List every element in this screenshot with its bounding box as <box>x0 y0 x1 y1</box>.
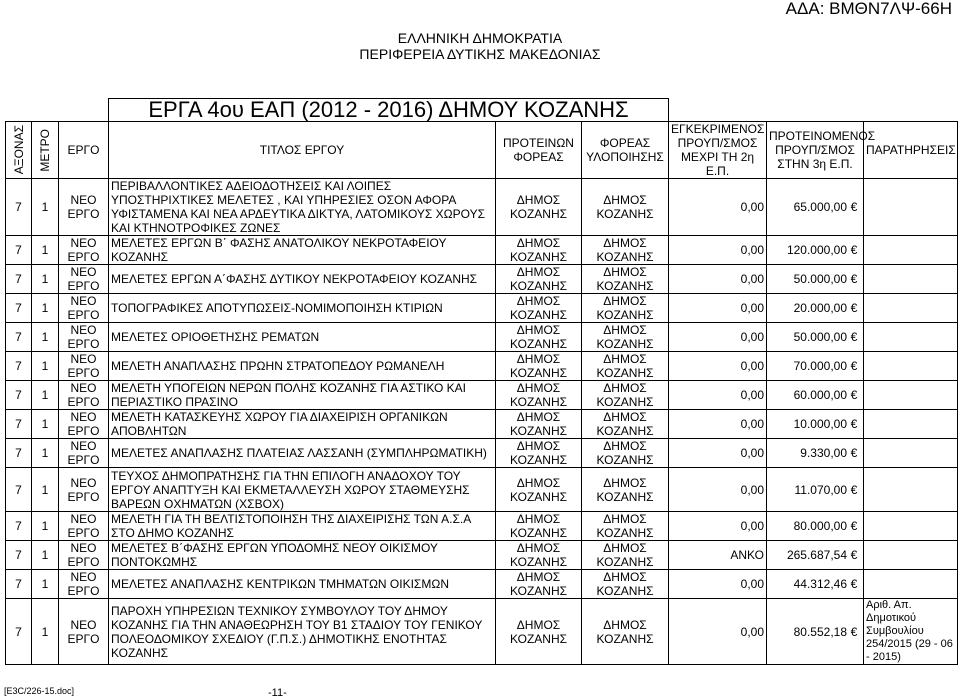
cell-ergo: ΝΕΟ ΕΡΓΟ <box>59 570 109 599</box>
euro-symbol: € <box>850 388 858 402</box>
euro-symbol: € <box>850 417 858 431</box>
col-header-ylopoiisis: ΦΟΡΕΑΣ ΥΛΟΠΟΙΗΣΗΣ <box>582 122 669 179</box>
cell-title: ΜΕΛΕΤΗ ΑΝΑΠΛΑΣΗΣ ΠΡΩΗΝ ΣΤΡΑΤΟΠΕΔΟΥ ΡΩΜΑΝΕΛΗ <box>109 352 496 381</box>
amount-value: 50.000,00 <box>793 330 848 344</box>
euro-symbol: € <box>850 446 858 460</box>
cell-axonas: 7 <box>6 512 32 541</box>
footer-doc-ref: [E3C/226-15.doc] <box>4 686 75 696</box>
cell-egkekrimenos: 0,00 <box>669 352 767 381</box>
amount-value: 70.000,00 <box>793 359 848 373</box>
cell-ergo: ΝΕΟ ΕΡΓΟ <box>59 512 109 541</box>
cell-proteinon: ΔΗΜΟΣ ΚΟΖΑΝΗΣ <box>496 599 582 665</box>
table-row <box>6 265 958 294</box>
cell-ergo: ΝΕΟ ΕΡΓΟ <box>59 179 109 236</box>
ada-code: ΑΔΑ: ΒΜΘΝ7ΛΨ-66Η <box>785 0 952 18</box>
cell-title: ΜΕΛΕΤΗ ΚΑΤΑΣΚΕΥΗΣ ΧΩΡΟΥ ΓΙΑ ΔΙΑΧΕΙΡΙΣΗ ΟΡΓΑΝΙΚΩΝ ΑΠΟΒΛΗΤΩΝ <box>109 410 496 439</box>
euro-symbol: € <box>850 243 858 257</box>
cell-ylopoiisis: ΔΗΜΟΣ ΚΟΖΑΝΗΣ <box>582 352 669 381</box>
amount-value: 265.687,54 <box>786 548 848 562</box>
cell-paratiriseis <box>864 323 958 352</box>
cell-paratiriseis <box>864 512 958 541</box>
cell-ylopoiisis: ΔΗΜΟΣ ΚΟΖΑΝΗΣ <box>582 323 669 352</box>
cell-ylopoiisis: ΔΗΜΟΣ ΚΟΖΑΝΗΣ <box>582 468 669 512</box>
cell-metro: 1 <box>32 352 59 381</box>
cell-ergo: ΝΕΟ ΕΡΓΟ <box>59 541 109 570</box>
footer-page-number: -11- <box>268 687 287 699</box>
cell-axonas: 7 <box>6 410 32 439</box>
euro-symbol: € <box>850 301 858 315</box>
table-row <box>6 323 958 352</box>
cell-proteinomenos <box>767 323 864 352</box>
amount-value: 65.000,00 <box>793 200 848 214</box>
cell-proteinomenos <box>767 410 864 439</box>
col-header-proteinomenos: ΠΡΟΤΕΙΝΟΜΕΝΟΣ ΠΡΟΥΠ/ΣΜΟΣ ΣΤΗΝ 3η Ε.Π. <box>767 122 864 179</box>
cell-proteinon: ΔΗΜΟΣ ΚΟΖΑΝΗΣ <box>496 236 582 265</box>
cell-ergo: ΝΕΟ ΕΡΓΟ <box>59 294 109 323</box>
cell-paratiriseis <box>864 236 958 265</box>
table-row <box>6 410 958 439</box>
table-title: ΕΡΓΑ 4ου ΕΑΠ (2012 - 2016) ΔΗΜΟΥ ΚΟΖΑΝΗΣ <box>109 99 669 122</box>
projects-table <box>5 98 958 665</box>
euro-symbol: € <box>850 519 858 533</box>
cell-ylopoiisis: ΔΗΜΟΣ ΚΟΖΑΝΗΣ <box>582 381 669 410</box>
cell-title: ΜΕΛΕΤΕΣ ΕΡΓΩΝ Β΄ ΦΑΣΗΣ ΑΝΑΤΟΛΙΚΟΥ ΝΕΚΡΟΤΑΦΕΙΟΥ ΚΟΖΑΝΗΣ <box>109 236 496 265</box>
cell-ylopoiisis: ΔΗΜΟΣ ΚΟΖΑΝΗΣ <box>582 294 669 323</box>
cell-ergo: ΝΕΟ ΕΡΓΟ <box>59 468 109 512</box>
table-title-row <box>6 99 958 122</box>
cell-proteinon: ΔΗΜΟΣ ΚΟΖΑΝΗΣ <box>496 439 582 468</box>
header-line-2: ΠΕΡΙΦΕΡΕΙΑ ΔΥΤΙΚΗΣ ΜΑΚΕΔΟΝΙΑΣ <box>359 46 601 62</box>
cell-ergo: ΝΕΟ ΕΡΓΟ <box>59 410 109 439</box>
cell-ylopoiisis: ΔΗΜΟΣ ΚΟΖΑΝΗΣ <box>582 599 669 665</box>
amount-value: 11.070,00 <box>794 482 848 497</box>
col-header-ergo: ΕΡΓΟ <box>59 122 109 179</box>
cell-metro: 1 <box>32 294 59 323</box>
col-header-titlos: ΤΙΤΛΟΣ ΕΡΓΟΥ <box>109 122 496 179</box>
cell-metro: 1 <box>32 541 59 570</box>
cell-axonas: 7 <box>6 236 32 265</box>
cell-title: ΜΕΛΕΤΗ ΓΙΑ ΤΗ ΒΕΛΤΙΣΤΟΠΟΙΗΣΗ ΤΗΣ ΔΙΑΧΕΙΡΙΣΗΣ ΤΩΝ Α.Σ.Α ΣΤΟ ΔΗΜΟ ΚΟΖΑΝΗΣ <box>109 512 496 541</box>
table-row <box>6 439 958 468</box>
cell-proteinon: ΔΗΜΟΣ ΚΟΖΑΝΗΣ <box>496 179 582 236</box>
cell-title: ΠΕΡΙΒΑΛΛΟΝΤΙΚΕΣ ΑΔΕΙΟΔΟΤΗΣΕΙΣ ΚΑΙ ΛΟΙΠΕΣ ΥΠΟΣΤΗΡΙΧΤΙΚΕΣ ΜΕΛΕΤΕΣ , ΚΑΙ ΥΠΗΡΕΣΙΕΣ ΟΣΟΝ ΑΦΟΡΑ ΥΦΙΣΤΑΜΕΝΑ ΚΑΙ ΝΕΑ ΑΡΔΕΥΤΙΚΑ ΔΙΚΤΥΑ, ΛΑΤΟΜΙΚΟΥΣ ΧΩΡΟΥΣ ΚΑΙ ΚΤΗΝΟΤΡΟΦΙΚΕΣ ΖΩΝΕΣ <box>109 179 496 236</box>
cell-title: ΜΕΛΕΤΕΣ Β΄ΦΑΣΗΣ ΕΡΓΩΝ ΥΠΟΔΟΜΗΣ ΝΕΟΥ ΟΙΚΙΣΜΟΥ ΠΟΝΤΟΚΩΜΗΣ <box>109 541 496 570</box>
cell-proteinomenos <box>767 599 864 665</box>
cell-axonas: 7 <box>6 265 32 294</box>
euro-symbol: € <box>850 330 858 344</box>
cell-metro: 1 <box>32 265 59 294</box>
table-row <box>6 381 958 410</box>
cell-egkekrimenos: 0,00 <box>669 439 767 468</box>
amount-value: 120.000,00 <box>786 243 848 257</box>
cell-axonas: 7 <box>6 294 32 323</box>
cell-proteinon: ΔΗΜΟΣ ΚΟΖΑΝΗΣ <box>496 265 582 294</box>
cell-proteinon: ΔΗΜΟΣ ΚΟΖΑΝΗΣ <box>496 294 582 323</box>
cell-ylopoiisis: ΔΗΜΟΣ ΚΟΖΑΝΗΣ <box>582 265 669 294</box>
cell-title: ΜΕΛΕΤΕΣ ΑΝΑΠΛΑΣΗΣ ΠΛΑΤΕΙΑΣ ΛΑΣΣΑΝΗ (ΣΥΜΠΛΗΡΩΜΑΤΙΚΗ) <box>109 439 496 468</box>
cell-egkekrimenos: 0,00 <box>669 512 767 541</box>
cell-paratiriseis <box>864 179 958 236</box>
euro-symbol: € <box>850 200 858 214</box>
col-header-metro: ΜΕΤΡΟ <box>32 122 59 179</box>
cell-ergo: ΝΕΟ ΕΡΓΟ <box>59 599 109 665</box>
cell-proteinon: ΔΗΜΟΣ ΚΟΖΑΝΗΣ <box>496 570 582 599</box>
table-row <box>6 512 958 541</box>
amount-value: 50.000,00 <box>793 272 848 286</box>
cell-egkekrimenos: 0,00 <box>669 294 767 323</box>
cell-title: ΜΕΛΕΤΕΣ ΑΝΑΠΛΑΣΗΣ ΚΕΝΤΡΙΚΩΝ ΤΜΗΜΑΤΩΝ ΟΙΚΙΣΜΩΝ <box>109 570 496 599</box>
cell-proteinon: ΔΗΜΟΣ ΚΟΖΑΝΗΣ <box>496 352 582 381</box>
cell-paratiriseis <box>864 541 958 570</box>
cell-proteinomenos <box>767 352 864 381</box>
cell-ylopoiisis: ΔΗΜΟΣ ΚΟΖΑΝΗΣ <box>582 179 669 236</box>
col-header-axonas: ΑΞΟΝΑΣ <box>6 122 32 179</box>
cell-metro: 1 <box>32 236 59 265</box>
amount-value: 20.000,00 <box>793 301 848 315</box>
cell-metro: 1 <box>32 179 59 236</box>
cell-ergo: ΝΕΟ ΕΡΓΟ <box>59 323 109 352</box>
cell-axonas: 7 <box>6 439 32 468</box>
amount-value: 10.000,00 <box>793 417 848 431</box>
cell-egkekrimenos: 0,00 <box>669 468 767 512</box>
table-row <box>6 179 958 236</box>
cell-proteinon: ΔΗΜΟΣ ΚΟΖΑΝΗΣ <box>496 541 582 570</box>
amount-value: 44.312,46 <box>793 577 848 591</box>
cell-metro: 1 <box>32 381 59 410</box>
cell-axonas: 7 <box>6 468 32 512</box>
cell-egkekrimenos: 0,00 <box>669 179 767 236</box>
cell-metro: 1 <box>32 323 59 352</box>
euro-symbol: € <box>850 482 858 497</box>
col-header-egkekrimenos: ΕΓΚΕΚΡΙΜΕΝΟΣ ΠΡΟΥΠ/ΣΜΟΣ ΜΕΧΡΙ ΤΗ 2η Ε.Π. <box>669 122 767 179</box>
cell-proteinomenos <box>767 265 864 294</box>
cell-proteinomenos <box>767 294 864 323</box>
euro-symbol: € <box>850 548 858 562</box>
amount-value: 80.000,00 <box>793 519 848 533</box>
cell-paratiriseis <box>864 352 958 381</box>
euro-symbol: € <box>850 272 858 286</box>
cell-metro: 1 <box>32 599 59 665</box>
table-row <box>6 599 958 665</box>
cell-title: ΤΕΥΧΟΣ ΔΗΜΟΠΡΑΤΗΣΗΣ ΓΙΑ ΤΗΝ ΕΠΙΛΟΓΗ ΑΝΑΔΟΧΟΥ ΤΟΥ ΕΡΓΟΥ ΑΝΑΠΤΥΞΗ ΚΑΙ ΕΚΜΕΤΑΛΛΕΥΣΗ ΧΩΡΟΥ ΣΤΑΘΜΕΥΣΗΣ ΒΑΡΕΩΝ ΟΧΗΜΑΤΩΝ (ΧΣΒΟΧ) <box>109 468 496 512</box>
cell-egkekrimenos: 0,00 <box>669 570 767 599</box>
cell-paratiriseis <box>864 410 958 439</box>
cell-proteinon: ΔΗΜΟΣ ΚΟΖΑΝΗΣ <box>496 468 582 512</box>
cell-proteinomenos <box>767 236 864 265</box>
cell-ergo: ΝΕΟ ΕΡΓΟ <box>59 352 109 381</box>
cell-metro: 1 <box>32 512 59 541</box>
cell-ergo: ΝΕΟ ΕΡΓΟ <box>59 236 109 265</box>
cell-axonas: 7 <box>6 352 32 381</box>
col-header-proteinon: ΠΡΟΤΕΙΝΩΝ ΦΟΡΕΑΣ <box>496 122 582 179</box>
cell-title: ΜΕΛΕΤΕΣ ΟΡΙΟΘΕΤΗΣΗΣ ΡΕΜΑΤΩΝ <box>109 323 496 352</box>
cell-proteinomenos <box>767 179 864 236</box>
cell-axonas: 7 <box>6 323 32 352</box>
cell-proteinomenos <box>767 468 864 512</box>
cell-egkekrimenos: 0,00 <box>669 599 767 665</box>
header-line-1: ΕΛΛΗΝΙΚΗ ΔΗΜΟΚΡΑΤΙΑ <box>397 30 563 46</box>
cell-paratiriseis <box>864 570 958 599</box>
cell-ergo: ΝΕΟ ΕΡΓΟ <box>59 439 109 468</box>
cell-title: ΜΕΛΕΤΗ ΥΠΟΓΕΙΩΝ ΝΕΡΩΝ ΠΟΛΗΣ ΚΟΖΑΝΗΣ ΓΙΑ ΑΣΤΙΚΟ ΚΑΙ ΠΕΡΙΑΣΤΙΚΟ ΠΡΑΣΙΝΟ <box>109 381 496 410</box>
cell-metro: 1 <box>32 410 59 439</box>
cell-proteinomenos <box>767 439 864 468</box>
cell-axonas: 7 <box>6 570 32 599</box>
cell-paratiriseis <box>864 294 958 323</box>
cell-ylopoiisis: ΔΗΜΟΣ ΚΟΖΑΝΗΣ <box>582 541 669 570</box>
cell-proteinon: ΔΗΜΟΣ ΚΟΖΑΝΗΣ <box>496 381 582 410</box>
cell-paratiriseis <box>864 381 958 410</box>
cell-ylopoiisis: ΔΗΜΟΣ ΚΟΖΑΝΗΣ <box>582 570 669 599</box>
cell-egkekrimenos: 0,00 <box>669 265 767 294</box>
cell-proteinomenos <box>767 570 864 599</box>
cell-ylopoiisis: ΔΗΜΟΣ ΚΟΖΑΝΗΣ <box>582 236 669 265</box>
cell-metro: 1 <box>32 570 59 599</box>
cell-ergo: ΝΕΟ ΕΡΓΟ <box>59 265 109 294</box>
cell-egkekrimenos: 0,00 <box>669 381 767 410</box>
cell-metro: 1 <box>32 439 59 468</box>
euro-symbol: € <box>850 577 858 591</box>
cell-paratiriseis <box>864 468 958 512</box>
cell-ylopoiisis: ΔΗΜΟΣ ΚΟΖΑΝΗΣ <box>582 410 669 439</box>
cell-egkekrimenos: ΑΝΚΟ <box>669 541 767 570</box>
cell-egkekrimenos: 0,00 <box>669 323 767 352</box>
cell-ergo: ΝΕΟ ΕΡΓΟ <box>59 381 109 410</box>
euro-symbol: € <box>850 359 858 373</box>
cell-proteinomenos <box>767 512 864 541</box>
cell-axonas: 7 <box>6 381 32 410</box>
amount-value: 9.330,00 <box>800 446 848 460</box>
amount-value: 80.552,18 <box>793 624 848 639</box>
cell-proteinon: ΔΗΜΟΣ ΚΟΖΑΝΗΣ <box>496 323 582 352</box>
cell-ylopoiisis: ΔΗΜΟΣ ΚΟΖΑΝΗΣ <box>582 439 669 468</box>
cell-paratiriseis <box>864 265 958 294</box>
table-row <box>6 236 958 265</box>
cell-title: ΜΕΛΕΤΕΣ ΕΡΓΩΝ Α΄ΦΑΣΗΣ ΔΥΤΙΚΟΥ ΝΕΚΡΟΤΑΦΕΙΟΥ ΚΟΖΑΝΗΣ <box>109 265 496 294</box>
cell-proteinomenos <box>767 541 864 570</box>
cell-axonas: 7 <box>6 179 32 236</box>
col-header-paratiriseis: ΠΑΡΑΤΗΡΗΣΕΙΣ <box>864 122 958 179</box>
cell-title: ΤΟΠΟΓΡΑΦΙΚΕΣ ΑΠΟΤΥΠΩΣΕΙΣ-ΝΟΜΙΜΟΠΟΙΗΣΗ ΚΤΙΡΙΩΝ <box>109 294 496 323</box>
table-row <box>6 541 958 570</box>
cell-proteinomenos <box>767 381 864 410</box>
cell-egkekrimenos: 0,00 <box>669 410 767 439</box>
euro-symbol: € <box>850 624 858 639</box>
cell-axonas: 7 <box>6 599 32 665</box>
amount-value: 60.000,00 <box>793 388 848 402</box>
cell-proteinon: ΔΗΜΟΣ ΚΟΖΑΝΗΣ <box>496 512 582 541</box>
cell-metro: 1 <box>32 468 59 512</box>
table-row <box>6 468 958 512</box>
table-row <box>6 294 958 323</box>
cell-paratiriseis: Αριθ. Απ. Δημοτικού Συμβουλίου 254/2015 (29 - 06 - 2015) <box>864 599 958 665</box>
cell-proteinon: ΔΗΜΟΣ ΚΟΖΑΝΗΣ <box>496 410 582 439</box>
column-header-row <box>6 122 958 179</box>
cell-paratiriseis <box>864 439 958 468</box>
table-row <box>6 352 958 381</box>
cell-axonas: 7 <box>6 541 32 570</box>
cell-egkekrimenos: 0,00 <box>669 236 767 265</box>
table-row <box>6 570 958 599</box>
cell-title: ΠΑΡΟΧΗ ΥΠΗΡΕΣΙΩΝ ΤΕΧΝΙΚΟΥ ΣΥΜΒΟΥΛΟΥ ΤΟΥ ΔΗΜΟΥ ΚΟΖΑΝΗΣ ΓΙΑ ΤΗΝ ΑΝΑΘΕΩΡΗΣΗ ΤΟΥ Β1 ΣΤΑΔΙΟΥ ΤΟΥ ΓΕΝΙΚΟΥ ΠΟΛΕΟΔΟΜΙΚΟΥ ΣΧΕΔΙΟΥ (Γ.Π.Σ.) ΔΗΜΟΤΙΚΗΣ ΕΝΟΤΗΤΑΣ ΚΟΖΑΝΗΣ <box>109 599 496 665</box>
cell-ylopoiisis: ΔΗΜΟΣ ΚΟΖΑΝΗΣ <box>582 512 669 541</box>
